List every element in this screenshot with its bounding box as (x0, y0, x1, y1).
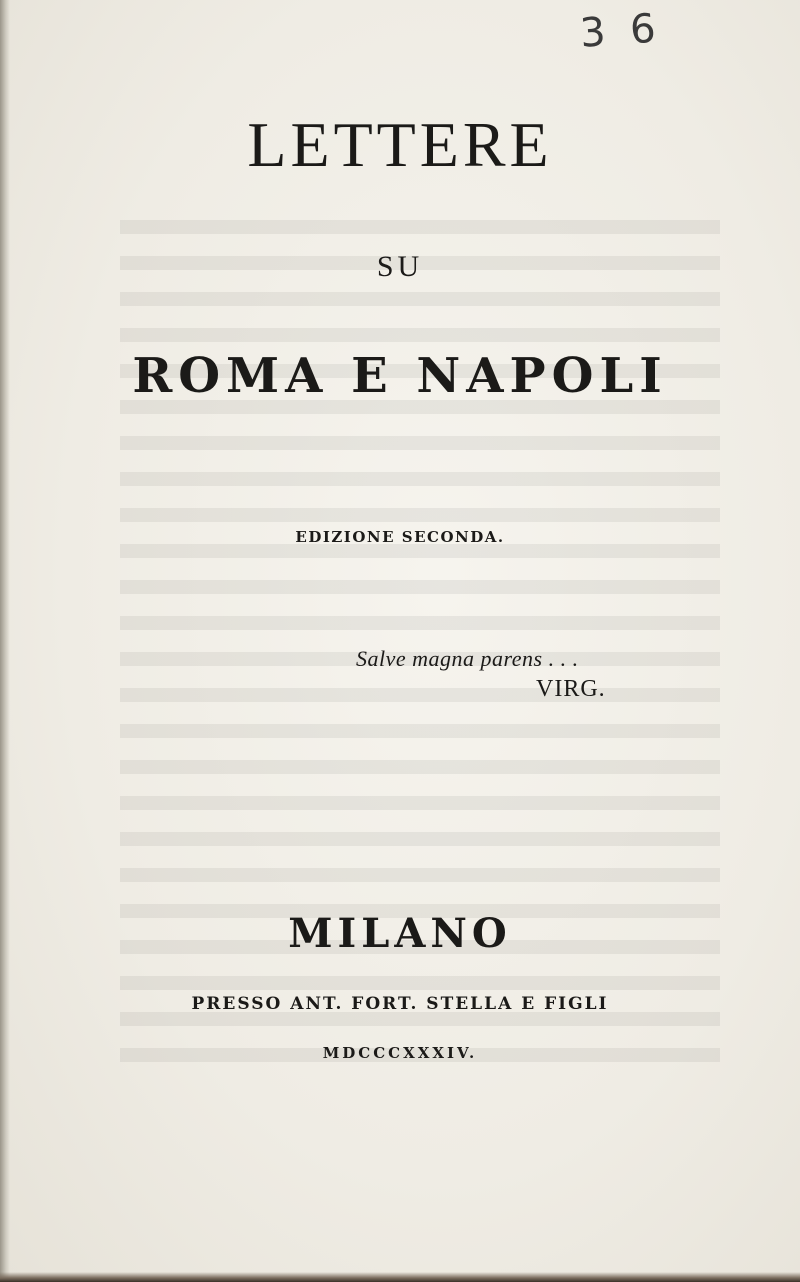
epigraph-quote: Salve magna parens . . . (356, 646, 579, 671)
pencil-mark: 3 6 (578, 5, 664, 57)
title-line-1: LETTERE (247, 109, 553, 180)
title-line-3: ROMA E NAPOLI (132, 348, 668, 404)
page-left-edge (0, 0, 10, 1282)
edition-statement: EDIZIONE SECONDA. (295, 528, 505, 546)
imprint-year: MDCCCXXXIV. (322, 1044, 478, 1062)
page-bottom-edge (0, 1272, 800, 1282)
epigraph-attribution: VIRG. (536, 676, 606, 702)
imprint-place: MILANO (288, 910, 512, 957)
imprint-publisher: PRESSO ANT. FORT. STELLA E FIGLI (191, 994, 609, 1014)
title-line-2: SU (376, 250, 424, 283)
